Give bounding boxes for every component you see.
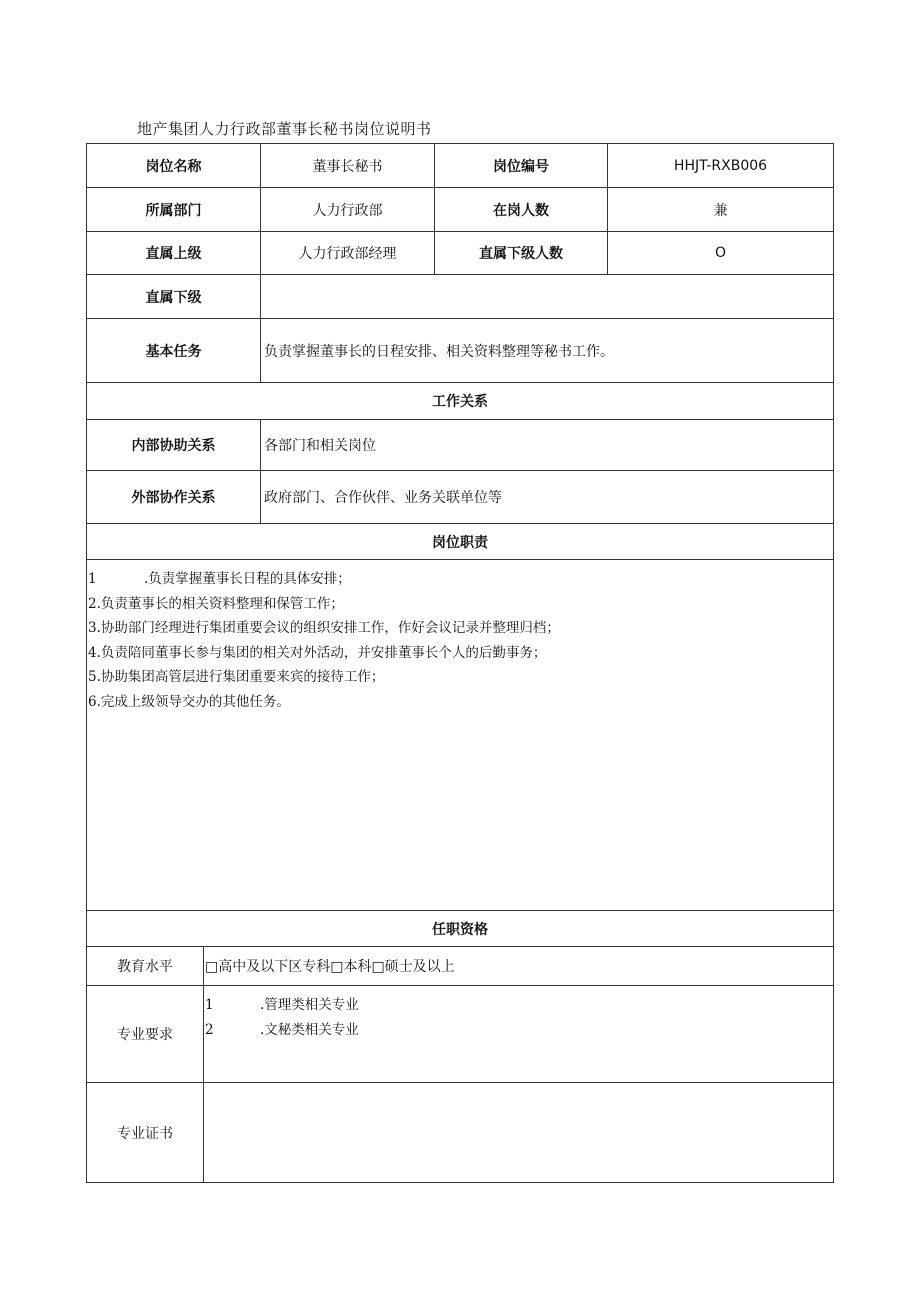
task-value: 负责掌握董事长的日程安排、相关资料整理等秘书工作。	[264, 343, 614, 360]
department-label: 所属部门	[145, 202, 202, 219]
duty-item	[88, 592, 828, 617]
major-number: 1	[205, 997, 214, 1013]
duty-item	[88, 690, 828, 715]
certificate-value	[204, 1083, 833, 1182]
education-options: □高中及以下区专科□本科□硕士及以上	[205, 959, 455, 975]
duty-number: 4	[88, 644, 97, 661]
major-number: 2	[205, 1022, 214, 1038]
duty-number: 1	[88, 571, 97, 587]
education-label: 教育水平	[117, 959, 173, 975]
position-code-label: 岗位编号	[493, 158, 549, 175]
qualifications-header: 任职资格	[432, 921, 488, 938]
subordinate-value	[261, 275, 833, 318]
major-text: .管理类相关专业	[260, 997, 359, 1013]
subordinate-label: 直属下级	[145, 289, 202, 306]
position-name-label: 岗位名称	[145, 158, 202, 175]
external-relation-label: 外部协作关系	[131, 490, 216, 506]
duty-text: .协助部门经理进行集团重要会议的组织安排工作，作好会议记录并整理归档；	[96, 620, 560, 636]
duty-text: .负责陪同董事长参与集团的相关对外活动，并安排董事长个人的后勤事务；	[96, 644, 547, 661]
major-label: 专业要求	[117, 1027, 173, 1043]
headcount-value: 兼	[713, 202, 728, 219]
position-code-value: HHJT-RXB006	[673, 157, 768, 174]
duties-header: 岗位职责	[432, 534, 488, 551]
task-label: 基本任务	[145, 343, 202, 360]
duty-text: .负责董事长的相关资料整理和保管工作；	[96, 595, 344, 612]
duty-item	[88, 665, 828, 690]
subordinate-count-value: O	[714, 245, 727, 261]
duty-item	[88, 641, 828, 666]
duty-number: 5	[88, 669, 97, 685]
position-name-value: 董事长秘书	[312, 158, 383, 175]
duty-item	[88, 567, 828, 592]
duty-number: 6	[88, 693, 97, 710]
internal-relation-value: 各部门和相关岗位	[264, 438, 376, 454]
major-item	[205, 1018, 359, 1038]
major-item	[205, 993, 359, 1013]
document-title: 地产集团人力行政部董事长秘书岗位说明书	[137, 120, 432, 138]
duty-item	[88, 616, 828, 641]
external-relation-value: 政府部门、合作伙伴、业务关联单位等	[264, 490, 502, 506]
duty-text: .完成上级领导交办的其他任务。	[96, 693, 290, 710]
headcount-label: 在岗人数	[493, 202, 549, 219]
certificate-label: 专业证书	[117, 1125, 173, 1142]
duties-list	[88, 567, 828, 714]
superior-label: 直属上级	[145, 246, 202, 262]
duty-number: 2	[88, 595, 97, 612]
duty-text: .负责掌握董事长日程的具体安排；	[144, 571, 351, 587]
duty-number: 3	[88, 620, 97, 636]
duty-text: .协助集团高管层进行集团重要来宾的接待工作；	[96, 669, 385, 685]
relations-header: 工作关系	[432, 394, 488, 410]
major-text: .文秘类相关专业	[260, 1022, 359, 1038]
superior-value: 人力行政部经理	[298, 246, 397, 262]
internal-relation-label: 内部协助关系	[131, 438, 216, 454]
subordinate-count-label: 直属下级人数	[479, 246, 563, 262]
department-value: 人力行政部	[312, 202, 383, 219]
